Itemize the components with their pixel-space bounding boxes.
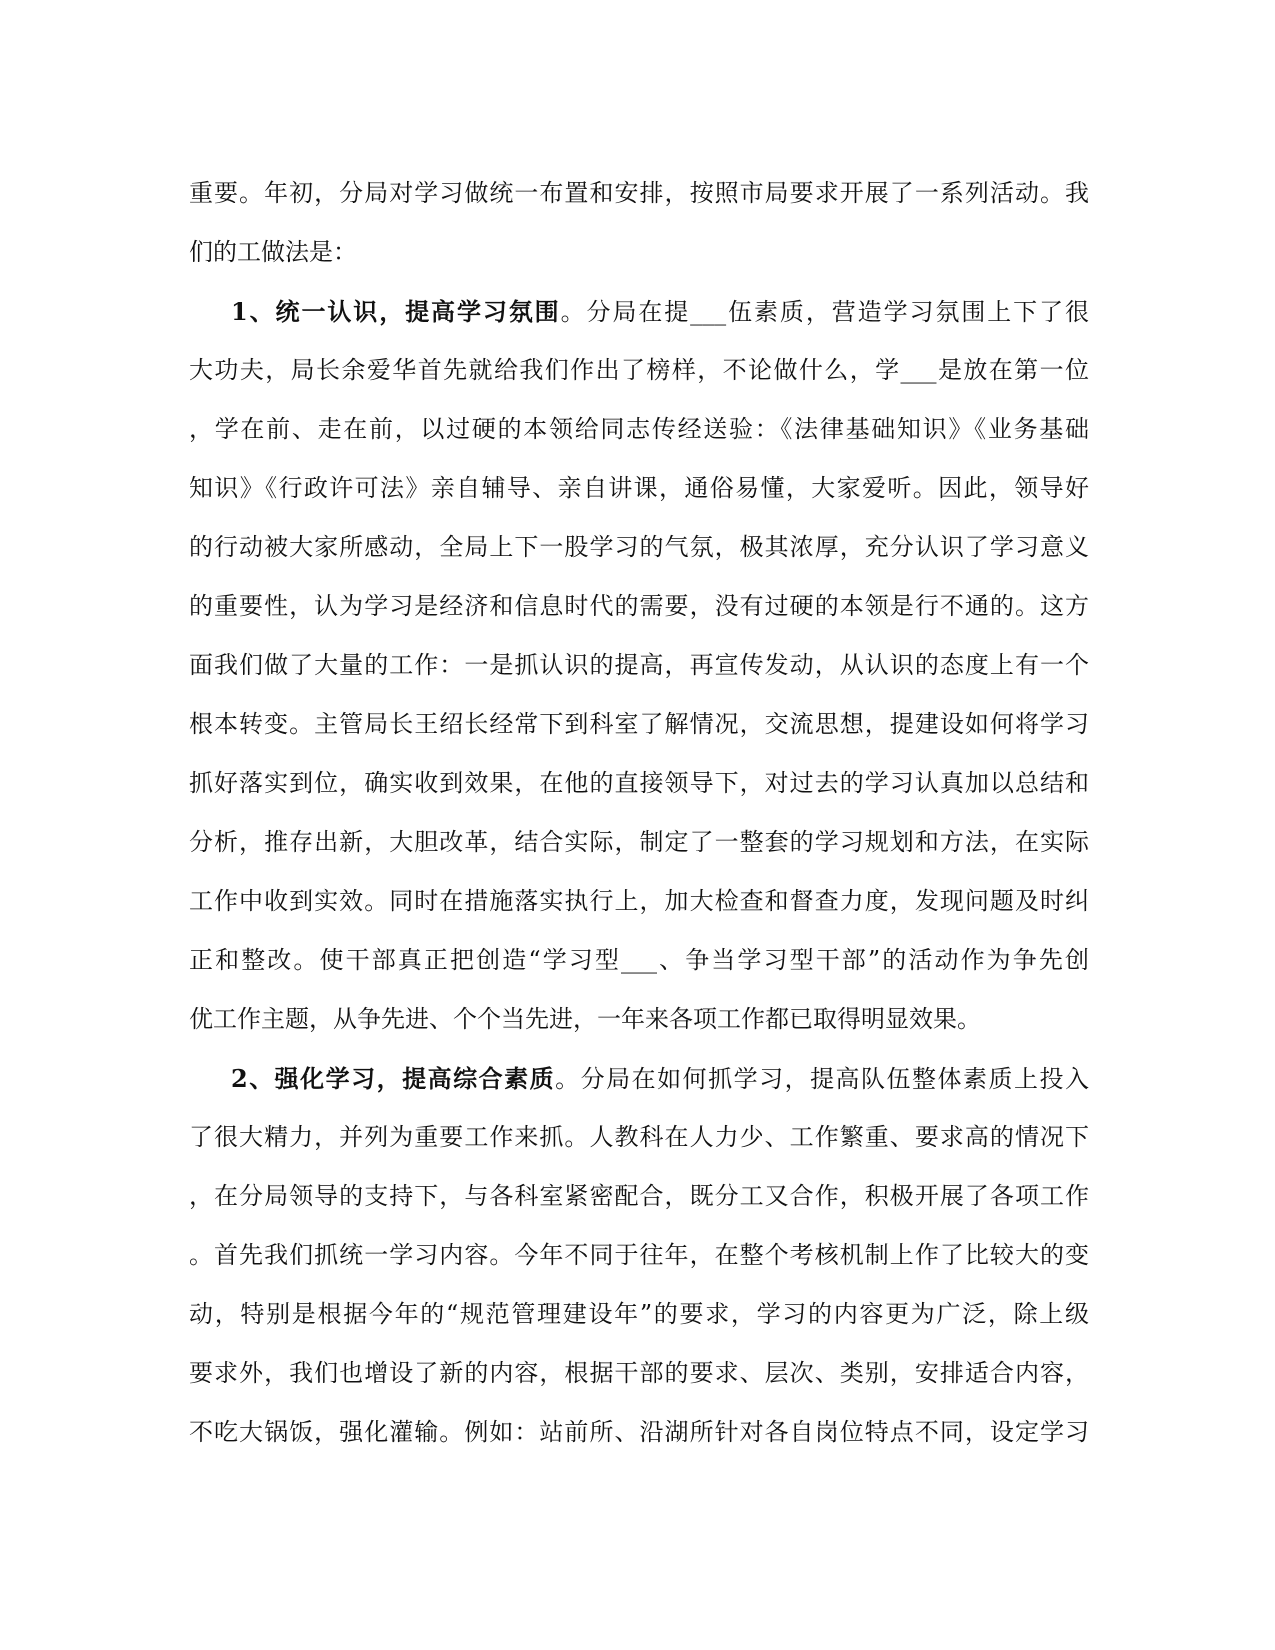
text-line: 优工作主题，从争先进、个个当先进，一年来各项工作都已取得明显效果。 [189, 1005, 981, 1033]
text-line: 的行动被大家所感动，全局上下一股学习的气氛，极其浓厚，充分认识了学习意义 [189, 533, 1089, 561]
text-line: 不吃大锅饭，强化灌输。例如：站前所、沿湖所针对各自岗位特点不同，设定学习 [189, 1418, 1089, 1446]
text-line: 工作中收到实效。同时在措施落实执行上，加大检查和督查力度，发现问题及时纠 [189, 887, 1089, 915]
text-line: 重要。年初，分局对学习做统一布置和安排，按照市局要求开展了一系列活动。我 [189, 179, 1089, 207]
text-line: 根本转变。主管局长王绍长经常下到科室了解情况，交流思想，提建设如何将学习 [189, 710, 1089, 738]
text-line: 抓好落实到位，确实收到效果，在他的直接领导下，对过去的学习认真加以总结和 [189, 769, 1089, 797]
text-line: 正和整改。使干部真正把创造“学习型___、争当学习型干部”的活动作为争先创 [189, 946, 1089, 974]
section-2-heading: 2、强化学习，提高综合素质 [231, 1064, 556, 1093]
section-1-heading: 1、统一认识，提高学习氛围 [231, 297, 561, 326]
text-line: ，学在前、走在前，以过硬的本领给同志传经送验：《法律基础知识》《业务基础 [189, 415, 1089, 443]
text-line: ，在分局领导的支持下，与各科室紧密配合，既分工又合作，积极开展了各项工作 [189, 1182, 1089, 1210]
body-text [189, 164, 1089, 1462]
text-line: 们的工做法是： [189, 238, 357, 266]
section-2-lead-text: 。分局在如何抓学习，提高队伍整体素质上投入 [555, 1065, 1089, 1093]
text-line: 要求外，我们也增设了新的内容，根据干部的要求、层次、类别，安排适合内容， [189, 1359, 1089, 1387]
text-line: 分析，推存出新，大胆改革，结合实际，制定了一整套的学习规划和方法，在实际 [189, 828, 1089, 856]
section-2-first-line [189, 1049, 1089, 1108]
section-1-lead-text: 。分局在提___伍素质，营造学习氛围上下了很 [560, 298, 1089, 326]
text-line: 的重要性，认为学习是经济和信息时代的需要，没有过硬的本领是行不通的。这方 [189, 592, 1089, 620]
text-line: 。首先我们抓统一学习内容。今年不同于往年，在整个考核机制上作了比较大的变 [189, 1241, 1089, 1269]
text-line: 面我们做了大量的工作：一是抓认识的提高，再宣传发动，从认识的态度上有一个 [189, 651, 1089, 679]
section-1-first-line [189, 282, 1089, 341]
text-line: 动，特别是根据今年的“规范管理建设年”的要求，学习的内容更为广泛，除上级 [189, 1300, 1089, 1328]
text-line: 知识》《行政许可法》亲自辅导、亲自讲课，通俗易懂，大家爱听。因此，领导好 [189, 474, 1089, 502]
text-line: 了很大精力，并列为重要工作来抓。人教科在人力少、工作繁重、要求高的情况下 [189, 1123, 1089, 1151]
text-line: 大功夫，局长余爱华首先就给我们作出了榜样，不论做什么，学___是放在第一位 [189, 356, 1089, 384]
